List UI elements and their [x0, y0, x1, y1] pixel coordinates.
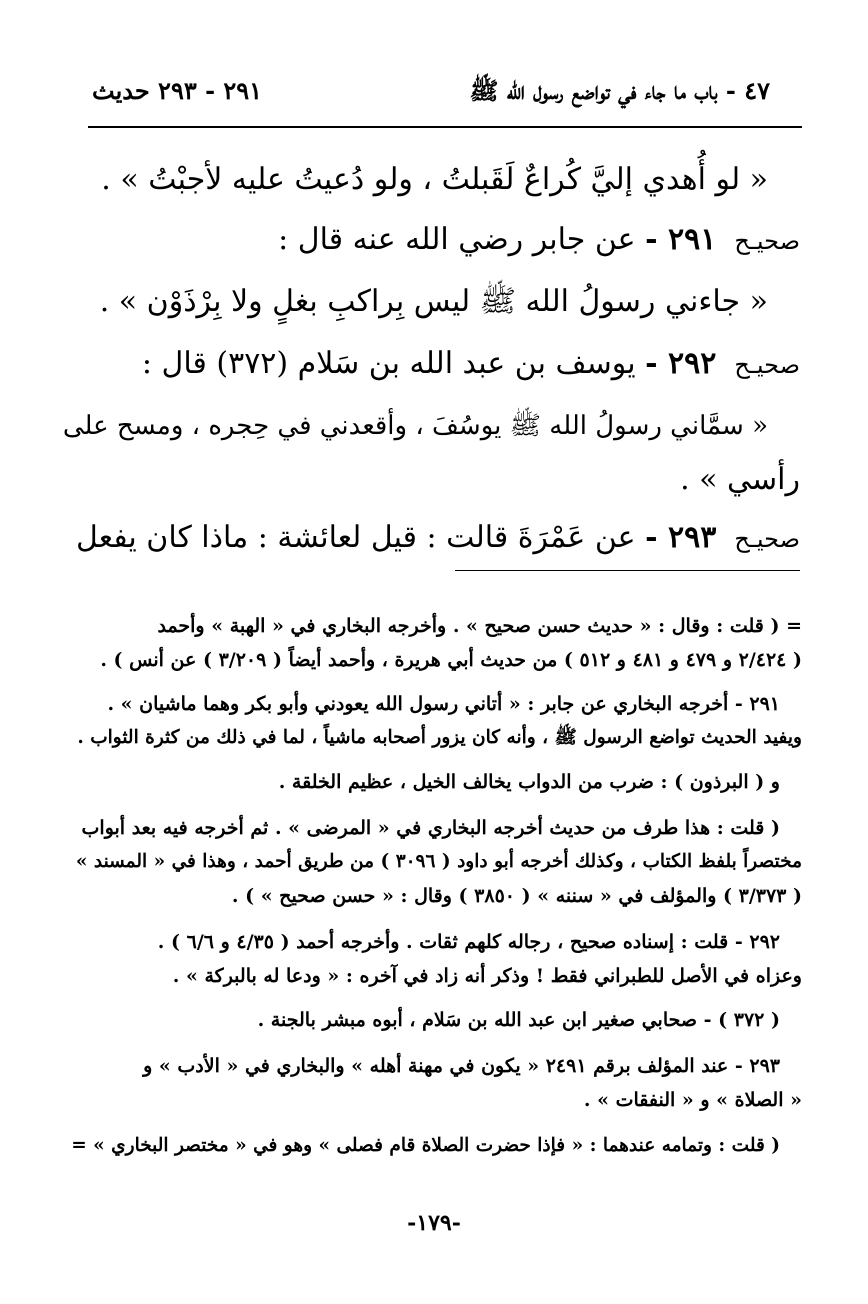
hadith-intro: عن عَمْرَةَ قالت : قيل لعائشة : ماذا كان يفعل [76, 520, 636, 555]
main-line-2: « جاءني رسولُ الله ﷺ ليس بِراكبِ بغلٍ ولا بِرْذَوْن » . [99, 284, 768, 319]
footnote-line: = ( قلت : وقال : « حديث حسن صحيح » . وأخرجه البخاري في « الهبة » وأحمد [157, 615, 802, 637]
grade-label: صحيـح [734, 525, 800, 553]
footnote-line: ٢٩٣ - عند المؤلف برقم ٢٤٩١ « يكون في مهنة أهله » والبخاري في « الأدب » و [143, 1055, 780, 1077]
hadith-number: ٢٩٣ - [645, 520, 717, 555]
hadith-intro: عن جابر رضي الله عنه قال : [278, 222, 636, 257]
header-rule [88, 126, 802, 128]
grade-label: صحيـح [734, 227, 800, 255]
footnote-line: ويفيد الحديث تواضع الرسول ﷺ ، وأنه كان يزور أصحابه ماشياً ، لما في ذلك من كثرة الثواب . [77, 727, 802, 748]
footnote-line: « الصلاة » و « النفقات » . [583, 1089, 802, 1111]
hadith-intro: يوسف بن عبد الله بن سَلام (٣٧٢) قال : [141, 346, 636, 381]
footnote-separator [455, 570, 800, 571]
main-line-3b: رأسي » . [680, 462, 800, 497]
page-number: -١٧٩- [407, 1210, 461, 1236]
running-header [92, 76, 770, 116]
hadith-292-heading [142, 344, 800, 385]
hadith-range: ٢٩١ - ٢٩٣ حديث [92, 76, 263, 105]
footnote-line: ( قلت : وتمامه عندهما : « فإذا حضرت الصلاة قام فصلى » وهو في « مختصر البخاري » = [71, 1135, 780, 1156]
main-line-1: « لو أُهدي إليَّ كُراعٌ لَقَبلتُ ، ولو دُعيتُ عليه لأجبْتُ » . [101, 162, 768, 197]
footnote-line: وعزاه في الأصل للطبراني فقط ! وذكر أنه زاد في آخره : « ودعا له بالبركة » . [172, 965, 802, 987]
hadith-293-heading [76, 518, 800, 559]
footnote-line: ( ٣/٣٧٣ ) والمؤلف في « سننه » ( ٣٨٥٠ ) وقال : « حسن صحيح » ) . [231, 885, 802, 907]
footnote-line: و ( البرذون ) : ضرب من الدواب يخالف الخيل ، عظيم الخلقة . [278, 771, 780, 793]
footnote-line: ( قلت : هذا طرف من حديث أخرجه البخاري في « المرضى » . ثم أخرجه فيه بعد أبواب [81, 817, 780, 839]
grade-label: صحيـح [734, 351, 800, 379]
hadith-number: ٢٩١ - [645, 222, 717, 257]
footnote-line: ( ٣٧٢ ) - صحابي صغير ابن عبد الله بن سَلام ، أبوه مبشر بالجنة . [257, 1009, 780, 1031]
hadith-number: ٢٩٢ - [645, 346, 717, 381]
footnote-line: ٢٩٢ - قلت : إسناده صحيح ، رجاله كلهم ثقات . وأخرجه أحمد ( ٤/٣٥ و ٦/٦ ) . [157, 931, 780, 953]
footnote-line: ( ٢/٤٢٤ و ٤٧٩ و ٤٨١ و ٥١٢ ) من حديث أبي هريرة ، وأحمد أيضاً ( ٣/٢٠٩ ) عن أنس ) . [100, 649, 802, 671]
footnote-line: مختصراً بلفظ الكتاب ، وكذلك أخرجه أبو داود ( ٣٠٩٦ ) من طريق أحمد ، وهذا في « المسند » [75, 851, 802, 872]
chapter-title: ٤٧ - باب ما جاء في تواضع رسول الله ﷺ [469, 76, 770, 105]
hadith-291-heading [278, 220, 800, 261]
footnote-line: ٢٩١ - أخرجه البخاري عن جابر : « أتاني رسول الله يعودني وأبو بكر وهما ماشيان » . [107, 693, 780, 715]
main-line-3: « سمَّاني رسولُ الله ﷺ يوسُفَ ، وأقعدني في حِجره ، ومسح على [62, 411, 768, 441]
